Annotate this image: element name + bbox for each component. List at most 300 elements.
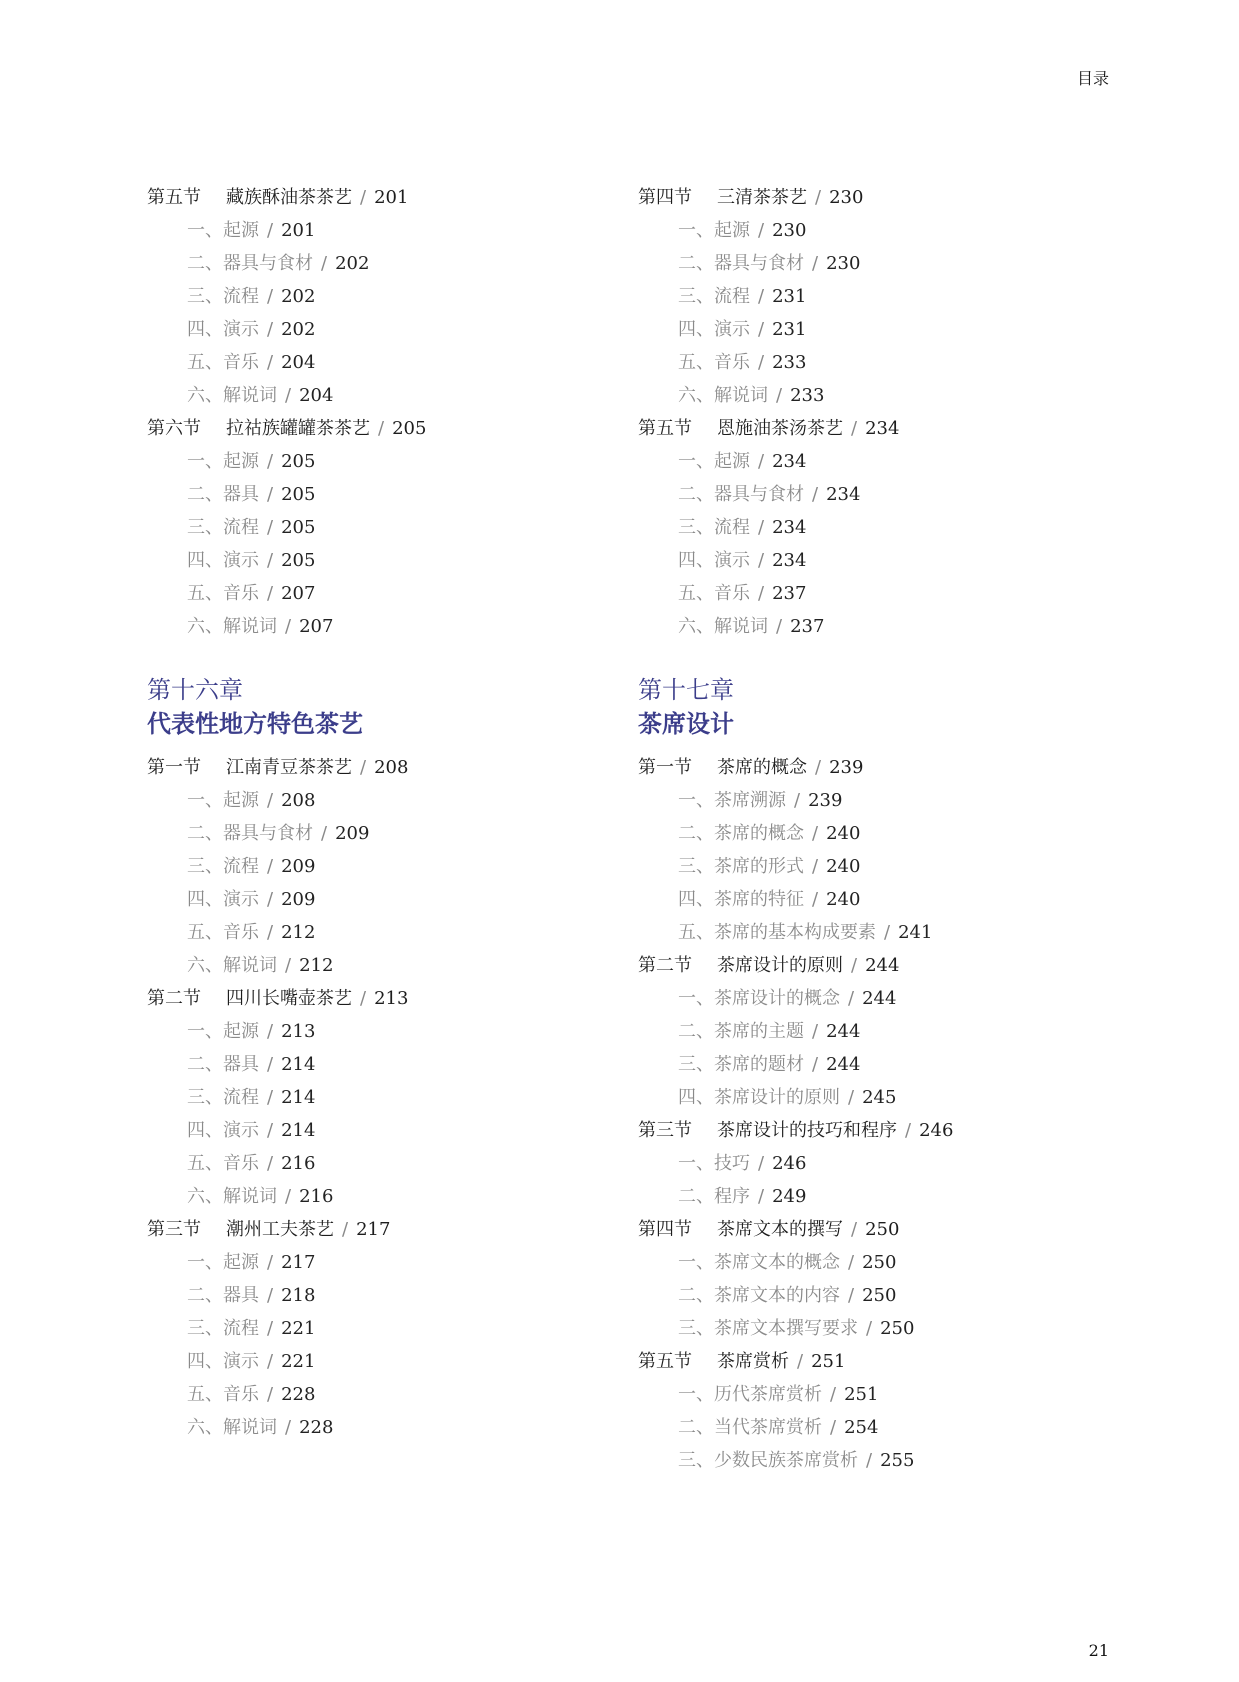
separator-slash: / <box>884 922 891 943</box>
subsection-page: 231 <box>772 319 807 340</box>
subsection-page: 233 <box>772 352 807 373</box>
subsection-page: 241 <box>898 922 933 943</box>
section-title: 茶席设计的技巧和程序 <box>717 1120 897 1141</box>
toc-subsection-entry[interactable] <box>147 480 617 513</box>
toc-section-entry[interactable] <box>638 1116 1108 1149</box>
separator-slash: / <box>267 484 274 505</box>
subsection-page: 234 <box>826 484 861 505</box>
separator-slash: / <box>758 286 765 307</box>
toc-subsection-entry[interactable] <box>638 480 1108 513</box>
separator-slash: / <box>285 1186 292 1207</box>
subsection-title: 五、音乐 <box>187 583 259 604</box>
section-label: 第五节 <box>638 1351 692 1372</box>
section-page: 217 <box>356 1219 391 1240</box>
section-page: 246 <box>919 1120 954 1141</box>
separator-slash: / <box>905 1120 912 1141</box>
toc-top-sections <box>147 183 617 645</box>
subsection-title: 六、解说词 <box>678 385 768 406</box>
toc-subsection-entry[interactable] <box>147 1413 617 1446</box>
separator-slash: / <box>758 583 765 604</box>
subsection-title: 二、器具与食材 <box>187 823 313 844</box>
toc-section-entry[interactable] <box>638 183 1108 216</box>
separator-slash: / <box>797 1351 804 1372</box>
separator-slash: / <box>267 352 274 373</box>
subsection-page: 251 <box>844 1384 879 1405</box>
separator-slash: / <box>267 1021 274 1042</box>
subsection-page: 221 <box>281 1351 316 1372</box>
subsection-page: 244 <box>826 1021 861 1042</box>
toc-subsection-entry[interactable] <box>638 1248 1108 1281</box>
toc-subsection-entry[interactable] <box>147 819 617 852</box>
section-page: 205 <box>392 418 427 439</box>
separator-slash: / <box>758 1186 765 1207</box>
section-title: 四川长嘴壶茶艺 <box>226 988 352 1009</box>
toc-subsection-entry[interactable] <box>638 315 1108 348</box>
section-page: 208 <box>374 757 409 778</box>
toc-subsection-entry[interactable] <box>147 1083 617 1116</box>
toc-subsection-entry[interactable] <box>147 447 617 480</box>
subsection-page: 218 <box>281 1285 316 1306</box>
section-label: 第四节 <box>638 187 692 208</box>
separator-slash: / <box>848 1087 855 1108</box>
subsection-title: 五、音乐 <box>187 922 259 943</box>
toc-subsection-entry[interactable] <box>147 918 617 951</box>
subsection-title: 三、茶席文本撰写要求 <box>678 1318 858 1339</box>
separator-slash: / <box>776 616 783 637</box>
subsection-title: 二、当代茶席赏析 <box>678 1417 822 1438</box>
subsection-title: 二、茶席文本的内容 <box>678 1285 840 1306</box>
toc-subsection-entry[interactable] <box>147 612 617 645</box>
subsection-title: 二、茶席的主题 <box>678 1021 804 1042</box>
chapter-title: 代表性地方特色茶艺 <box>147 710 363 738</box>
toc-section-entry[interactable] <box>638 1347 1108 1380</box>
separator-slash: / <box>866 1318 873 1339</box>
toc-subsection-entry[interactable] <box>638 1083 1108 1116</box>
toc-subsection-entry[interactable] <box>638 282 1108 315</box>
toc-subsection-entry[interactable] <box>638 984 1108 1017</box>
page-number: 21 <box>1088 1641 1109 1660</box>
section-title: 潮州工夫茶艺 <box>226 1219 334 1240</box>
toc-subsection-entry[interactable] <box>638 612 1108 645</box>
separator-slash: / <box>848 1285 855 1306</box>
toc-subsection-entry[interactable] <box>638 918 1108 951</box>
subsection-page: 228 <box>281 1384 316 1405</box>
toc-subsection-entry[interactable] <box>638 1413 1108 1446</box>
section-label: 第二节 <box>638 955 692 976</box>
toc-subsection-entry[interactable] <box>147 1314 617 1347</box>
toc-subsection-entry[interactable] <box>147 852 617 885</box>
subsection-title: 二、器具 <box>187 1054 259 1075</box>
subsection-page: 250 <box>862 1285 897 1306</box>
toc-subsection-entry[interactable] <box>638 216 1108 249</box>
separator-slash: / <box>378 418 385 439</box>
toc-chapter-sections <box>638 753 1108 1479</box>
subsection-page: 249 <box>772 1186 807 1207</box>
separator-slash: / <box>812 823 819 844</box>
section-label: 第三节 <box>147 1219 201 1240</box>
subsection-page: 246 <box>772 1153 807 1174</box>
separator-slash: / <box>812 856 819 877</box>
toc-section-entry[interactable] <box>147 183 617 216</box>
subsection-title: 一、茶席设计的概念 <box>678 988 840 1009</box>
separator-slash: / <box>267 1384 274 1405</box>
separator-slash: / <box>758 1153 765 1174</box>
toc-section-entry[interactable] <box>147 753 617 786</box>
toc-subsection-entry[interactable] <box>638 1017 1108 1050</box>
subsection-title: 三、少数民族茶席赏析 <box>678 1450 858 1471</box>
toc-subsection-entry[interactable] <box>147 1248 617 1281</box>
separator-slash: / <box>267 1318 274 1339</box>
separator-slash: / <box>285 616 292 637</box>
subsection-page: 255 <box>880 1450 915 1471</box>
subsection-title: 三、流程 <box>187 517 259 538</box>
toc-subsection-entry[interactable] <box>147 381 617 414</box>
subsection-page: 216 <box>281 1153 316 1174</box>
subsection-page: 205 <box>281 550 316 571</box>
toc-subsection-entry[interactable] <box>147 1017 617 1050</box>
separator-slash: / <box>267 583 274 604</box>
toc-subsection-entry[interactable] <box>147 1116 617 1149</box>
chapter-number: 第十七章 <box>638 676 734 704</box>
toc-section-entry[interactable] <box>638 753 1108 786</box>
section-page: 230 <box>829 187 864 208</box>
subsection-title: 一、起源 <box>187 1252 259 1273</box>
subsection-title: 一、茶席溯源 <box>678 790 786 811</box>
subsection-page: 202 <box>281 319 316 340</box>
subsection-title: 五、音乐 <box>187 1153 259 1174</box>
section-page: 201 <box>374 187 409 208</box>
section-label: 第五节 <box>147 187 201 208</box>
subsection-title: 二、器具与食材 <box>678 253 804 274</box>
subsection-page: 240 <box>826 823 861 844</box>
subsection-title: 二、程序 <box>678 1186 750 1207</box>
separator-slash: / <box>851 418 858 439</box>
toc-section-entry[interactable] <box>638 414 1108 447</box>
subsection-title: 六、解说词 <box>187 1186 277 1207</box>
subsection-title: 四、茶席设计的原则 <box>678 1087 840 1108</box>
subsection-page: 228 <box>299 1417 334 1438</box>
separator-slash: / <box>866 1450 873 1471</box>
section-page: 244 <box>865 955 900 976</box>
subsection-page: 214 <box>281 1054 316 1075</box>
subsection-title: 四、演示 <box>678 319 750 340</box>
toc-subsection-entry[interactable] <box>638 786 1108 819</box>
subsection-page: 221 <box>281 1318 316 1339</box>
separator-slash: / <box>321 823 328 844</box>
toc-subsection-entry[interactable] <box>147 348 617 381</box>
separator-slash: / <box>776 385 783 406</box>
running-header: 目录 <box>1076 69 1109 88</box>
separator-slash: / <box>267 517 274 538</box>
separator-slash: / <box>267 1054 274 1075</box>
subsection-title: 一、起源 <box>187 220 259 241</box>
toc-subsection-entry[interactable] <box>638 1446 1108 1479</box>
separator-slash: / <box>812 1054 819 1075</box>
toc-subsection-entry[interactable] <box>147 216 617 249</box>
subsection-page: 204 <box>281 352 316 373</box>
toc-subsection-entry[interactable] <box>638 1050 1108 1083</box>
separator-slash: / <box>267 220 274 241</box>
subsection-page: 234 <box>772 451 807 472</box>
subsection-page: 244 <box>862 988 897 1009</box>
separator-slash: / <box>848 988 855 1009</box>
separator-slash: / <box>267 1285 274 1306</box>
separator-slash: / <box>848 1252 855 1273</box>
chapter-number: 第十六章 <box>147 676 243 704</box>
subsection-title: 四、演示 <box>187 550 259 571</box>
toc-subsection-entry[interactable] <box>147 249 617 282</box>
toc-subsection-entry[interactable] <box>147 1182 617 1215</box>
toc-subsection-entry[interactable] <box>147 885 617 918</box>
toc-subsection-entry[interactable] <box>638 447 1108 480</box>
section-title: 江南青豆茶茶艺 <box>226 757 352 778</box>
separator-slash: / <box>267 550 274 571</box>
subsection-title: 一、起源 <box>187 451 259 472</box>
subsection-page: 201 <box>281 220 316 241</box>
separator-slash: / <box>267 451 274 472</box>
subsection-page: 205 <box>281 451 316 472</box>
subsection-page: 240 <box>826 889 861 910</box>
toc-section-entry[interactable] <box>638 951 1108 984</box>
toc-subsection-entry[interactable] <box>638 885 1108 918</box>
subsection-title: 五、音乐 <box>678 583 750 604</box>
subsection-title: 六、解说词 <box>187 1417 277 1438</box>
toc-subsection-entry[interactable] <box>147 1281 617 1314</box>
toc-subsection-entry[interactable] <box>638 513 1108 546</box>
toc-subsection-entry[interactable] <box>147 282 617 315</box>
section-title: 茶席文本的撰写 <box>717 1219 843 1240</box>
chapter-title: 茶席设计 <box>638 710 734 738</box>
separator-slash: / <box>360 187 367 208</box>
separator-slash: / <box>812 253 819 274</box>
subsection-page: 212 <box>281 922 316 943</box>
toc-subsection-entry[interactable] <box>638 348 1108 381</box>
toc-section-entry[interactable] <box>638 1215 1108 1248</box>
subsection-page: 207 <box>281 583 316 604</box>
toc-subsection-entry[interactable] <box>147 546 617 579</box>
section-page: 234 <box>865 418 900 439</box>
toc-subsection-entry[interactable] <box>638 249 1108 282</box>
subsection-title: 四、演示 <box>187 1351 259 1372</box>
subsection-title: 五、音乐 <box>187 352 259 373</box>
subsection-page: 244 <box>826 1054 861 1075</box>
toc-subsection-entry[interactable] <box>147 786 617 819</box>
subsection-page: 216 <box>299 1186 334 1207</box>
subsection-title: 二、器具与食材 <box>187 253 313 274</box>
separator-slash: / <box>758 550 765 571</box>
separator-slash: / <box>267 1252 274 1273</box>
separator-slash: / <box>812 1021 819 1042</box>
subsection-title: 一、起源 <box>187 1021 259 1042</box>
section-page: 213 <box>374 988 409 1009</box>
section-label: 第三节 <box>638 1120 692 1141</box>
subsection-page: 237 <box>790 616 825 637</box>
section-page: 250 <box>865 1219 900 1240</box>
subsection-page: 239 <box>808 790 843 811</box>
subsection-title: 六、解说词 <box>187 955 277 976</box>
subsection-title: 三、流程 <box>187 856 259 877</box>
subsection-page: 202 <box>335 253 370 274</box>
separator-slash: / <box>267 889 274 910</box>
subsection-page: 230 <box>772 220 807 241</box>
subsection-title: 六、解说词 <box>678 616 768 637</box>
subsection-title: 三、流程 <box>187 1318 259 1339</box>
section-title: 茶席设计的原则 <box>717 955 843 976</box>
separator-slash: / <box>285 1417 292 1438</box>
subsection-title: 六、解说词 <box>187 385 277 406</box>
toc-subsection-entry[interactable] <box>147 1050 617 1083</box>
separator-slash: / <box>830 1417 837 1438</box>
separator-slash: / <box>267 1351 274 1372</box>
section-label: 第五节 <box>638 418 692 439</box>
toc-subsection-entry[interactable] <box>147 513 617 546</box>
toc-subsection-entry[interactable] <box>147 1380 617 1413</box>
separator-slash: / <box>815 757 822 778</box>
toc-subsection-entry[interactable] <box>147 1347 617 1380</box>
subsection-page: 209 <box>281 856 316 877</box>
subsection-title: 一、起源 <box>187 790 259 811</box>
separator-slash: / <box>851 955 858 976</box>
subsection-title: 五、音乐 <box>678 352 750 373</box>
toc-subsection-entry[interactable] <box>638 1314 1108 1347</box>
subsection-page: 205 <box>281 484 316 505</box>
subsection-page: 254 <box>844 1417 879 1438</box>
separator-slash: / <box>267 1087 274 1108</box>
subsection-page: 202 <box>281 286 316 307</box>
section-title: 藏族酥油茶茶艺 <box>226 187 352 208</box>
section-title: 三清茶茶艺 <box>717 187 807 208</box>
toc-subsection-entry[interactable] <box>638 381 1108 414</box>
toc-subsection-entry[interactable] <box>147 951 617 984</box>
separator-slash: / <box>342 1219 349 1240</box>
subsection-title: 一、起源 <box>678 220 750 241</box>
separator-slash: / <box>815 187 822 208</box>
subsection-title: 三、流程 <box>678 517 750 538</box>
subsection-title: 四、演示 <box>187 1120 259 1141</box>
toc-section-entry[interactable] <box>147 414 617 447</box>
subsection-page: 212 <box>299 955 334 976</box>
subsection-title: 四、茶席的特征 <box>678 889 804 910</box>
separator-slash: / <box>758 517 765 538</box>
section-label: 第一节 <box>638 757 692 778</box>
subsection-title: 五、音乐 <box>187 1384 259 1405</box>
separator-slash: / <box>851 1219 858 1240</box>
subsection-page: 231 <box>772 286 807 307</box>
subsection-title: 一、起源 <box>678 451 750 472</box>
subsection-title: 六、解说词 <box>187 616 277 637</box>
toc-subsection-entry[interactable] <box>147 1149 617 1182</box>
subsection-page: 204 <box>299 385 334 406</box>
toc-subsection-entry[interactable] <box>638 852 1108 885</box>
subsection-page: 250 <box>880 1318 915 1339</box>
subsection-page: 234 <box>772 550 807 571</box>
separator-slash: / <box>267 286 274 307</box>
separator-slash: / <box>267 1120 274 1141</box>
subsection-title: 四、演示 <box>187 319 259 340</box>
separator-slash: / <box>758 352 765 373</box>
subsection-title: 二、茶席的概念 <box>678 823 804 844</box>
chapter-heading <box>638 673 1108 741</box>
subsection-title: 三、流程 <box>187 1087 259 1108</box>
separator-slash: / <box>267 790 274 811</box>
section-page: 251 <box>811 1351 846 1372</box>
separator-slash: / <box>321 253 328 274</box>
chapter-heading <box>147 673 617 741</box>
section-label: 第六节 <box>147 418 201 439</box>
toc-left-column <box>147 183 617 1446</box>
separator-slash: / <box>812 484 819 505</box>
section-label: 第一节 <box>147 757 201 778</box>
subsection-page: 234 <box>772 517 807 538</box>
toc-subsection-entry[interactable] <box>638 1281 1108 1314</box>
subsection-page: 209 <box>335 823 370 844</box>
toc-top-sections <box>638 183 1108 645</box>
subsection-title: 二、器具与食材 <box>678 484 804 505</box>
separator-slash: / <box>794 790 801 811</box>
subsection-page: 208 <box>281 790 316 811</box>
toc-subsection-entry[interactable] <box>638 1149 1108 1182</box>
separator-slash: / <box>267 319 274 340</box>
toc-subsection-entry[interactable] <box>638 1182 1108 1215</box>
section-title: 茶席的概念 <box>717 757 807 778</box>
subsection-title: 三、流程 <box>678 286 750 307</box>
subsection-title: 五、茶席的基本构成要素 <box>678 922 876 943</box>
section-title: 恩施油茶汤茶艺 <box>717 418 843 439</box>
subsection-title: 一、技巧 <box>678 1153 750 1174</box>
separator-slash: / <box>285 955 292 976</box>
subsection-page: 209 <box>281 889 316 910</box>
separator-slash: / <box>360 757 367 778</box>
subsection-page: 214 <box>281 1120 316 1141</box>
subsection-title: 三、茶席的形式 <box>678 856 804 877</box>
separator-slash: / <box>758 220 765 241</box>
toc-subsection-entry[interactable] <box>638 579 1108 612</box>
section-label: 第二节 <box>147 988 201 1009</box>
subsection-title: 三、流程 <box>187 286 259 307</box>
subsection-page: 230 <box>826 253 861 274</box>
subsection-title: 一、茶席文本的概念 <box>678 1252 840 1273</box>
subsection-title: 四、演示 <box>678 550 750 571</box>
separator-slash: / <box>812 889 819 910</box>
subsection-page: 205 <box>281 517 316 538</box>
toc-subsection-entry[interactable] <box>147 579 617 612</box>
separator-slash: / <box>360 988 367 1009</box>
subsection-page: 217 <box>281 1252 316 1273</box>
separator-slash: / <box>758 451 765 472</box>
separator-slash: / <box>830 1384 837 1405</box>
subsection-title: 三、茶席的题材 <box>678 1054 804 1075</box>
subsection-page: 213 <box>281 1021 316 1042</box>
subsection-title: 二、器具 <box>187 1285 259 1306</box>
subsection-page: 240 <box>826 856 861 877</box>
section-label: 第四节 <box>638 1219 692 1240</box>
subsection-page: 214 <box>281 1087 316 1108</box>
toc-section-entry[interactable] <box>147 1215 617 1248</box>
separator-slash: / <box>267 856 274 877</box>
toc-subsection-entry[interactable] <box>638 546 1108 579</box>
toc-chapter-sections <box>147 753 617 1446</box>
separator-slash: / <box>285 385 292 406</box>
toc-subsection-entry[interactable] <box>638 1380 1108 1413</box>
subsection-title: 一、历代茶席赏析 <box>678 1384 822 1405</box>
toc-subsection-entry[interactable] <box>147 315 617 348</box>
section-title: 茶席赏析 <box>717 1351 789 1372</box>
subsection-page: 237 <box>772 583 807 604</box>
toc-subsection-entry[interactable] <box>638 819 1108 852</box>
subsection-page: 245 <box>862 1087 897 1108</box>
toc-section-entry[interactable] <box>147 984 617 1017</box>
subsection-page: 207 <box>299 616 334 637</box>
